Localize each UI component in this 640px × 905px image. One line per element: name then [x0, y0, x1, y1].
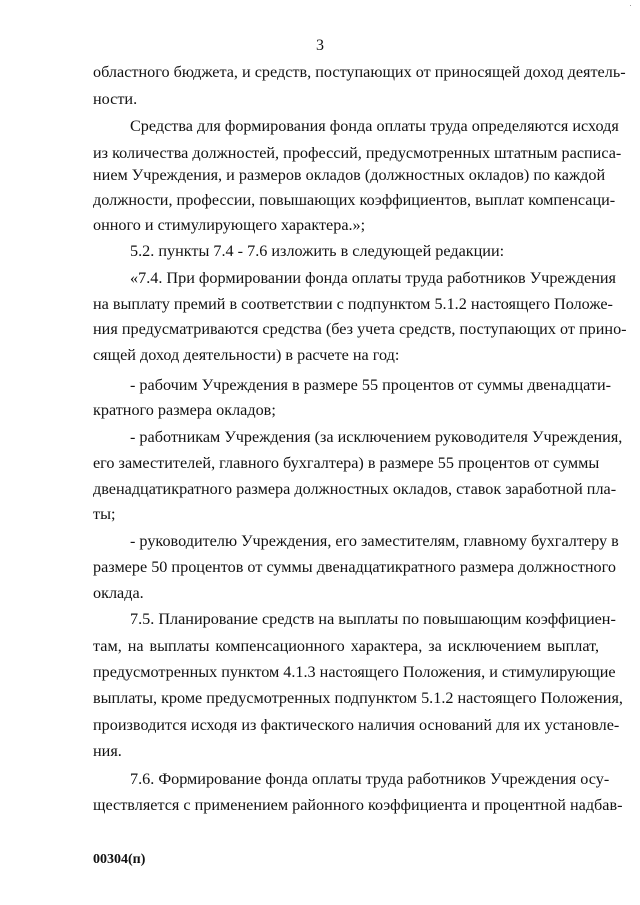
text-line: предусмотренных пунктом 4.1.3 настоящего Положения, и стимулирующие — [93, 663, 616, 681]
text-line: 5.2. пункты 7.4 - 7.6 изложить в следующей редакции: — [130, 242, 505, 260]
text-line: ты; — [93, 505, 116, 523]
text-line: - работникам Учреждения (за исключением руководителя Учреждения, — [130, 428, 623, 446]
page-number: 3 — [316, 37, 324, 54]
text-line: ществляется с применением районного коэффициента и процентной надбав- — [93, 796, 623, 814]
text-line: из количества должностей, профессий, предусмотренных штатным расписа- — [93, 144, 622, 162]
text-line: производится исходя из фактического наличия оснований для их установле- — [93, 716, 620, 734]
text-line: на выплату премий в соответствии с подпунктом 5.1.2 настоящего Положе- — [93, 295, 613, 313]
text-line: - рабочим Учреждения в размере 55 процентов от суммы двенадцати- — [130, 376, 612, 394]
text-line: онного и стимулирующего характера.»; — [93, 216, 366, 234]
text-line: Средства для формирования фонда оплаты труда определяются исходя — [130, 117, 619, 135]
text-line: 7.6. Формирование фонда оплаты труда работников Учреждения осу- — [130, 770, 610, 788]
text-line: 7.5. Планирование средств на выплаты по повышающим коэффициен- — [130, 610, 616, 628]
text-line: ния предусматриваются средства (без учета средств, поступающих от прино- — [93, 320, 627, 338]
text-line: оклада. — [93, 584, 144, 602]
text-line: должности, профессии, повышающих коэффициентов, выплат компенсаци- — [93, 191, 616, 209]
text-line: ности. — [93, 90, 138, 108]
text-line: ния. — [93, 742, 122, 760]
text-line: выплаты, кроме предусмотренных подпунктом 5.1.2 настоящего Положения, — [93, 689, 623, 707]
text-line: - руководителю Учреждения, его заместителям, главному бухгалтеру в — [130, 532, 619, 550]
document-code: 00304(п) — [93, 852, 146, 867]
text-line: нием Учреждения, и размеров окладов (должностных окладов) по каждой — [93, 166, 606, 184]
text-line: там, на выплаты компенсационного характера, за исключением выплат, — [93, 637, 599, 655]
text-line: его заместителей, главного бухгалтера) в размере 55 процентов от суммы — [93, 454, 600, 472]
text-line: «7.4. При формировании фонда оплаты труда работников Учреждения — [130, 269, 616, 287]
text-line: областного бюджета, и средств, поступающих от приносящей доход деятель- — [93, 63, 626, 81]
text-line: кратного размера окладов; — [93, 401, 276, 419]
corner-mark: · — [629, 0, 632, 10]
text-line: сящей доход деятельности) в расчете на год: — [93, 346, 400, 364]
text-line: двенадцатикратного размера должностных окладов, ставок заработной пла- — [93, 480, 617, 498]
text-line: размере 50 процентов от суммы двенадцатикратного размера должностного — [93, 558, 616, 576]
